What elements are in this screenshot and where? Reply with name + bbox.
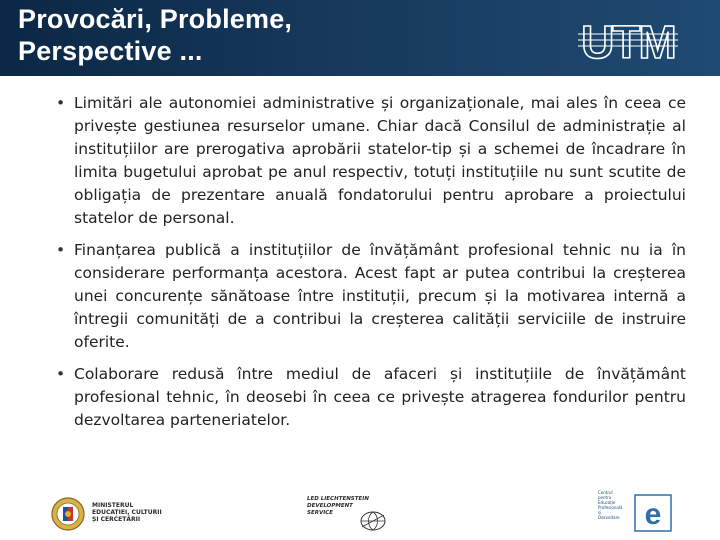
bullet-dot-icon: • <box>56 94 66 112</box>
ministry-logo <box>50 494 170 534</box>
led-logo-text: LED LIECHTENSTEIN DEVELOPMENT SERVICE <box>307 496 369 516</box>
bullet-item <box>52 92 686 230</box>
globe-icon <box>359 510 387 532</box>
slide-header <box>0 0 720 76</box>
cedp-logo <box>598 490 678 536</box>
bullet-item <box>52 239 686 354</box>
bullet-text: Finanțarea publică a instituțiilor de învățământ profesional tehnic nu ia în considerare performanța acestora. Acest fapt ar putea contribui la creșterea unei concurențe sănătoase între instituții, precum și la motivarea internă a întregii comunități de a contribui la creșterea calității serviciile de instruire oferite. <box>74 241 686 351</box>
led-logo <box>307 496 377 536</box>
slide-title: Provocări, Probleme, Perspective ... <box>18 4 293 66</box>
bullet-dot-icon: • <box>56 365 66 383</box>
bullet-item <box>52 363 686 432</box>
bullet-dot-icon: • <box>56 241 66 259</box>
bullet-text: Colaborare redusă între mediul de afaceri și instituțiile de învățământ profesional tehnic, în deosebi în ceea ce privește atragerea fondurilor pentru dezvoltarea parteneriatelor. <box>74 365 686 429</box>
cedp-emblem-icon <box>634 494 672 532</box>
svg-text:e: e <box>644 498 662 531</box>
utm-logo-text: UTM <box>581 16 675 68</box>
bullet-text: Limitări ale autonomiei administrative și organizaționale, mai ales în ceea ce privește gestiunea resurselor umane. Chiar dacă Consilul de administrație al instituțiilor are prerogativa aprobării statelor-tip și a schemei de încadrare în limita bugetului aprobat pe anul respectiv, totuți instituțiile nu sunt scutite de obligația de prezentare anuală fondatorului pentru aprobare a proiectului statelor de personal. <box>74 94 686 227</box>
bullet-list <box>52 92 686 441</box>
utm-logo <box>572 12 684 68</box>
ministry-logo-text: MINISTERUL EDUCAȚIEI, CULTURII ȘI CERCETĂRII <box>92 502 162 523</box>
cedp-logo-text: Centrul pentru Educație Profesională și Dezvoltare <box>598 490 623 520</box>
ministry-emblem-icon <box>50 494 86 534</box>
